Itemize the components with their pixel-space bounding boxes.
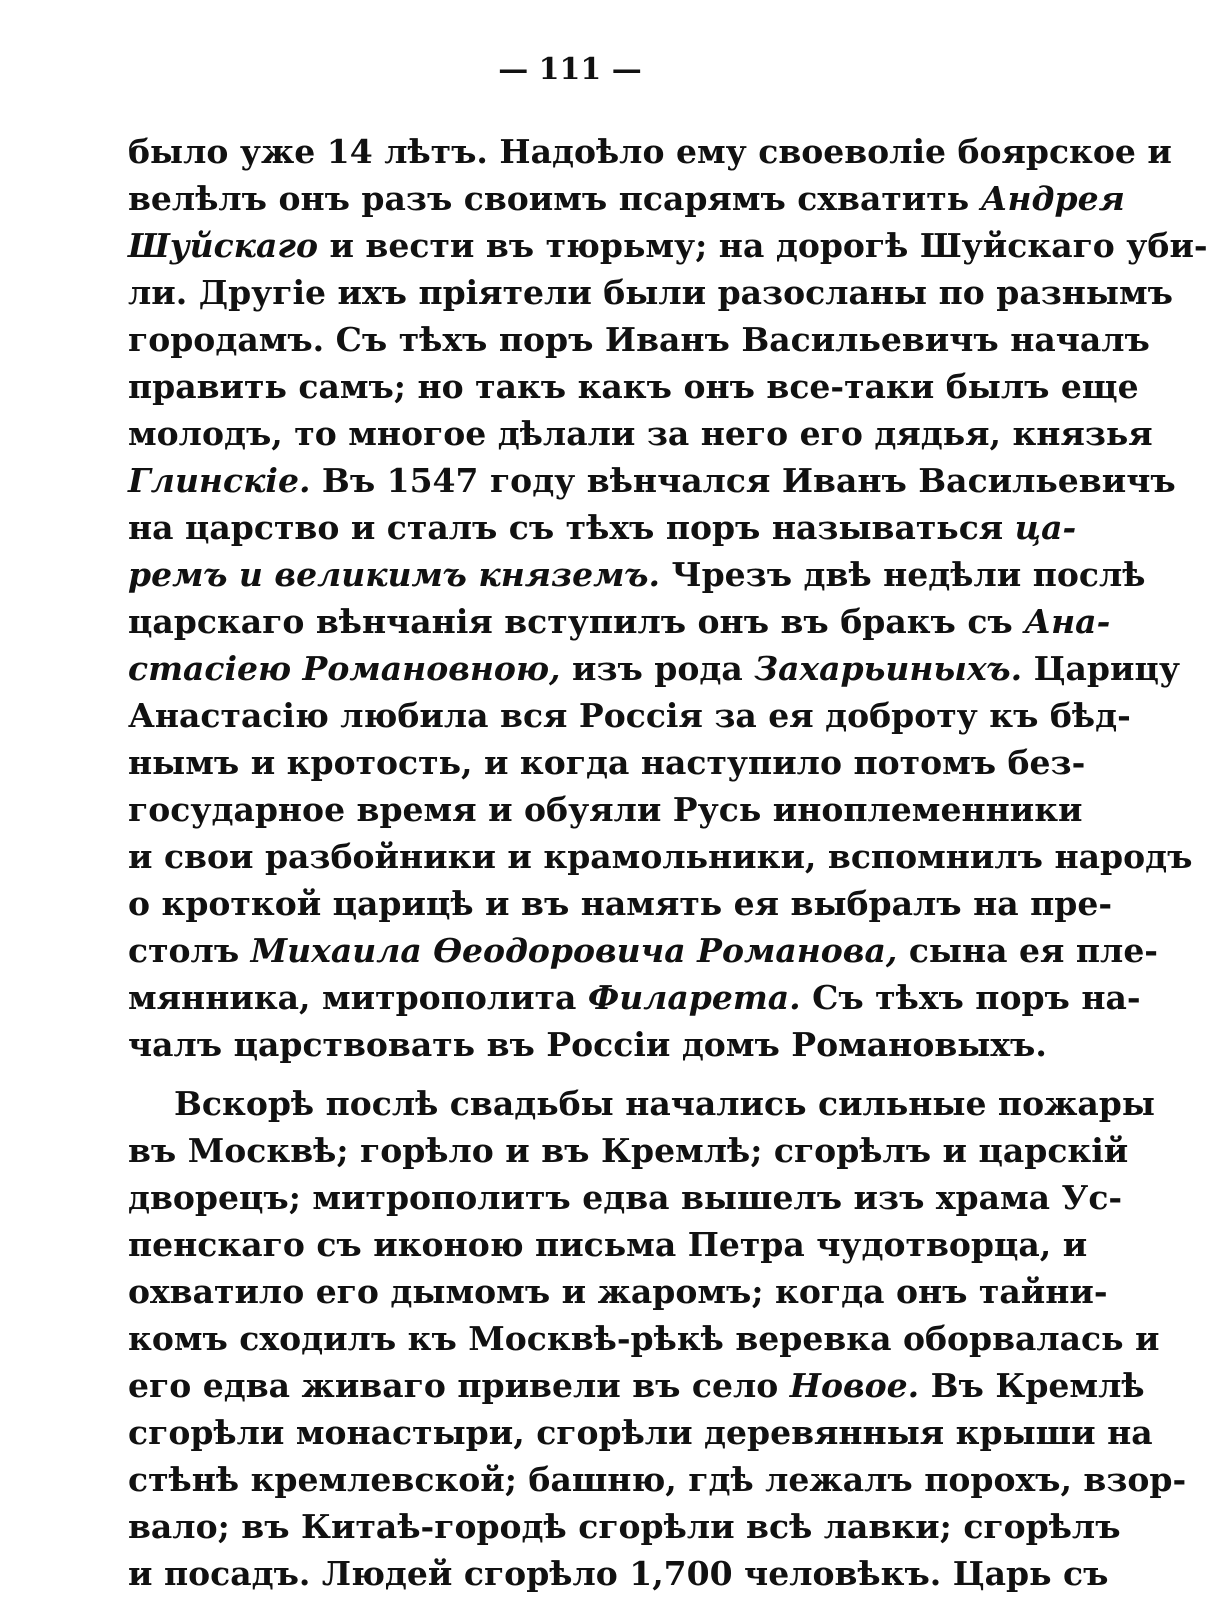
text-segment: Анастасію любила вся Россія за ея доброту къ бѣд- [128,696,1131,735]
text-segment: стѣнѣ кремлевской; башню, гдѣ лежалъ порохъ, взор- [128,1460,1187,1499]
text-segment: Вскорѣ послѣ свадьбы начались сильные пожары [174,1084,1155,1123]
text-line [128,175,1125,222]
text-line [128,927,1159,974]
text-line [128,692,1131,739]
text-line [128,786,1083,833]
text-segment: на царство и сталъ съ тѣхъ поръ называться [128,508,1015,547]
text-segment: и свои разбойники и крамольники, вспомнилъ народъ [128,837,1193,876]
text-line [128,1021,1047,1068]
text-segment: изъ рода [560,649,755,688]
text-line [128,1080,1155,1127]
text-segment: ли. Другіе ихъ пріятели были разосланы по разнымъ [128,273,1173,312]
text-line [128,1409,1153,1456]
text-line [128,880,1113,927]
italic-name: Андрея [980,179,1125,218]
text-segment: въ Москвѣ; горѣло и въ Кремлѣ; сгорѣлъ и царскій [128,1131,1129,1170]
text-segment: о кроткой царицѣ и въ намять ея выбралъ на пре- [128,884,1113,923]
text-line [128,128,1172,175]
italic-name: Шуйскаго [128,226,318,265]
text-segment: мянника, митрополита [128,978,588,1017]
text-segment: Чрезъ двѣ недѣли послѣ [659,555,1146,594]
text-line [128,504,1077,551]
text-segment: велѣлъ онъ разъ своимъ псарямъ схватить [128,179,981,218]
text-segment: царскаго вѣнчанія вступилъ онъ въ бракъ съ [128,602,1025,641]
italic-name: Ана- [1024,602,1111,641]
text-line [128,1315,1160,1362]
italic-name: Михаила Ѳеодоровича Романова, [250,931,898,970]
italic-name: ремъ и великимъ княземъ. [128,555,660,594]
text-segment: комъ сходилъ къ Москвѣ-рѣкѣ веревка оборвалась и [128,1319,1160,1358]
text-line [128,1503,1121,1550]
text-segment: было уже 14 лѣтъ. Надоѣло ему своеволіе боярское и [128,132,1172,171]
text-segment: дворецъ; митрополитъ едва вышелъ изъ храма Ус- [128,1178,1123,1217]
text-line [128,739,1086,786]
text-segment: молодъ, то многое дѣлали за него его дядья, князья [128,414,1153,453]
text-segment: Царицу [1022,649,1180,688]
text-line [128,316,1150,363]
text-segment: править самъ; но такъ какъ онъ все-таки былъ еще [128,367,1139,406]
text-line [128,457,1176,504]
text-line [128,551,1146,598]
text-line [128,410,1153,457]
text-segment: городамъ. Съ тѣхъ поръ Иванъ Васильевичъ началъ [128,320,1150,359]
text-segment: Въ 1547 году вѣнчался Иванъ Васильевичъ [310,461,1176,500]
text-line [128,974,1141,1021]
text-line [128,1550,1109,1597]
italic-name: ца- [1014,508,1077,547]
page-number: — 111 — [498,52,642,87]
text-segment: охватило его дымомъ и жаромъ; когда онъ тайни- [128,1272,1108,1311]
text-segment: Съ тѣхъ поръ на- [800,978,1141,1017]
text-segment: нымъ и кротость, и когда наступило потомъ без- [128,743,1086,782]
text-segment: чалъ царствовать въ Россіи домъ Романовыхъ. [128,1025,1047,1064]
italic-name: Новое. [789,1366,920,1405]
text-line [128,1127,1129,1174]
italic-name: Захарьиныхъ. [754,649,1023,688]
text-segment: государное время и обуяли Русь иноплеменники [128,790,1083,829]
text-segment: сына ея пле- [897,931,1159,970]
text-line [128,269,1173,316]
text-segment: вало; въ Китаѣ-городѣ сгорѣли всѣ лавки; сгорѣлъ [128,1507,1121,1546]
body-text [128,128,1208,1597]
text-line [128,645,1180,692]
text-segment: и посадъ. Людей сгорѣло 1,700 человѣкъ. Царь съ [128,1554,1109,1593]
italic-name: Филарета. [587,978,801,1017]
text-segment: Въ Кремлѣ [919,1366,1145,1405]
italic-name: стасіею Романовною, [128,649,561,688]
paragraph-gap [128,1068,1000,1080]
text-line [128,1456,1187,1503]
text-line [128,1362,1145,1409]
text-line [128,363,1139,410]
text-segment: столъ [128,931,251,970]
text-segment: его едва живаго привели въ село [128,1366,790,1405]
italic-name: Глинскіе. [128,461,311,500]
text-line [128,1268,1108,1315]
text-line [128,598,1111,645]
text-line [128,1174,1123,1221]
text-line [128,833,1193,880]
text-line [128,1221,1088,1268]
text-line [128,222,1208,269]
text-segment: сгорѣли монастыри, сгорѣли деревянныя крыши на [128,1413,1153,1452]
text-segment: пенскаго съ иконою письма Петра чудотворца, и [128,1225,1088,1264]
text-segment: и вести въ тюрьму; на дорогѣ Шуйскаго уби- [317,226,1208,265]
